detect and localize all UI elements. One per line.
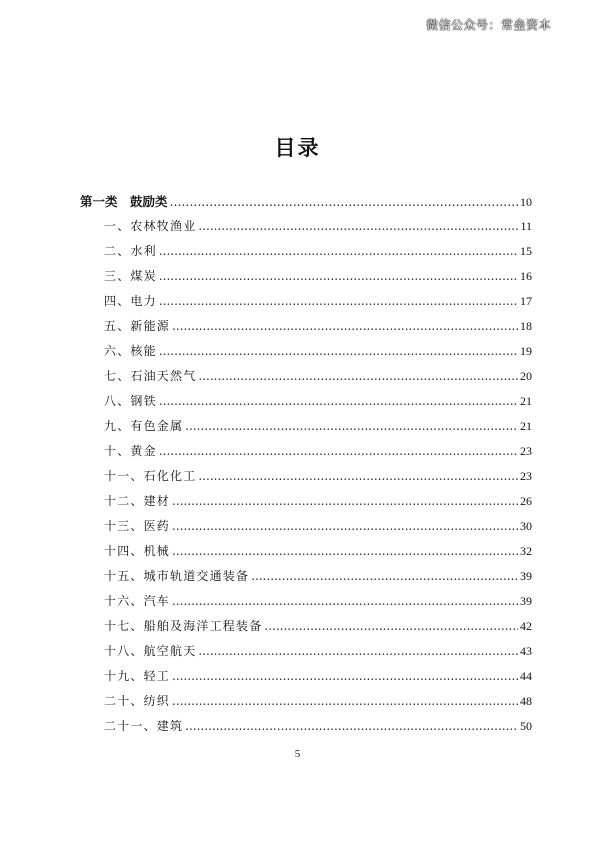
toc-entry-page: 44 [520,669,532,683]
toc-dot-leader [185,419,518,433]
toc-entry-label: 十八、航空航天 [104,644,197,658]
toc-entry-page: 23 [520,469,532,483]
toc-entry-label: 十四、机械 [104,544,171,558]
toc-entry[interactable] [80,292,532,317]
toc-entry-page: 21 [520,419,532,433]
toc-dot-leader [159,244,518,258]
toc-entry-label: 十五、城市轨道交通装备 [104,569,250,583]
toc-dot-leader [172,669,518,683]
toc-entry-page: 15 [520,244,532,258]
toc-dot-leader [159,294,518,308]
toc-entry[interactable] [80,592,532,617]
toc-dot-leader [159,444,518,458]
toc-entry-page: 18 [520,319,532,333]
toc-entry[interactable] [80,517,532,542]
toc-entry[interactable] [80,442,532,467]
toc-dot-leader [159,344,518,358]
toc-entry-page: 32 [520,544,532,558]
toc-entry-page: 26 [520,494,532,508]
toc-entry-label: 七、石油天然气 [104,369,197,383]
toc-entry[interactable] [80,717,532,742]
toc-entry-label: 二、水利 [104,244,157,258]
toc-entry-label: 八、钢铁 [104,394,157,408]
table-of-contents [80,192,532,742]
toc-dot-leader [172,594,518,608]
toc-entry-label: 二十、纺织 [104,694,171,708]
toc-entry[interactable] [80,342,532,367]
toc-entry[interactable] [80,392,532,417]
toc-entry[interactable] [80,617,532,642]
toc-entry-page: 42 [520,619,532,633]
toc-entry-page: 21 [520,394,532,408]
toc-dot-leader [198,369,518,383]
toc-entry-label: 四、电力 [104,294,157,308]
toc-dot-leader [198,219,518,233]
toc-entry-label: 十六、汽车 [104,594,171,608]
toc-entry-page: 17 [520,294,532,308]
toc-entry[interactable] [80,417,532,442]
toc-entry-label: 十七、船舶及海洋工程装备 [104,619,263,633]
toc-entry[interactable] [80,467,532,492]
toc-entry-page: 23 [520,444,532,458]
toc-dot-leader [170,194,518,209]
toc-entry-page: 11 [520,219,532,233]
toc-dot-leader [264,619,518,633]
toc-entry-page: 20 [520,369,532,383]
toc-dot-leader [172,519,518,533]
watermark: 微信公众号：常垒资本 [425,18,551,32]
toc-entry[interactable] [80,192,532,217]
toc-dot-leader [172,494,518,508]
toc-dot-leader [185,719,518,733]
toc-entry-label: 一、农林牧渔业 [104,219,197,233]
toc-entry[interactable] [80,642,532,667]
toc-entry-page: 48 [520,694,532,708]
toc-entry[interactable] [80,317,532,342]
toc-entry-label: 十九、轻工 [104,669,171,683]
toc-dot-leader [198,469,518,483]
toc-entry[interactable] [80,267,532,292]
toc-entry-label: 三、煤炭 [104,269,157,283]
toc-dot-leader [172,694,518,708]
toc-entry-page: 50 [520,719,532,733]
toc-entry-label: 六、核能 [104,344,157,358]
page-title: 目录 [274,135,321,160]
toc-dot-leader [159,269,518,283]
toc-entry-page: 10 [520,195,532,209]
toc-entry-page: 19 [520,344,532,358]
toc-dot-leader [251,569,518,583]
toc-entry-label: 九、有色金属 [104,419,184,433]
toc-entry-page: 39 [520,594,532,608]
toc-entry-label: 第一类 鼓励类 [80,194,168,209]
toc-entry[interactable] [80,242,532,267]
toc-entry[interactable] [80,542,532,567]
page-number: 5 [294,748,301,760]
toc-entry[interactable] [80,567,532,592]
toc-dot-leader [198,644,518,658]
toc-entry-label: 五、新能源 [104,319,171,333]
toc-entry-page: 43 [520,644,532,658]
toc-entry[interactable] [80,667,532,692]
toc-entry-page: 39 [520,569,532,583]
toc-entry[interactable] [80,367,532,392]
toc-entry[interactable] [80,217,532,242]
toc-entry[interactable] [80,492,532,517]
toc-dot-leader [172,319,518,333]
toc-dot-leader [159,394,518,408]
toc-entry-label: 十二、建材 [104,494,171,508]
toc-entry-label: 十、黄金 [104,444,157,458]
toc-entry-label: 十三、医药 [104,519,171,533]
toc-entry-label: 二十一、建筑 [104,719,184,733]
toc-entry-label: 十一、石化化工 [104,469,197,483]
toc-entry[interactable] [80,692,532,717]
toc-entry-page: 30 [520,519,532,533]
toc-dot-leader [172,544,518,558]
toc-entry-page: 16 [520,269,532,283]
